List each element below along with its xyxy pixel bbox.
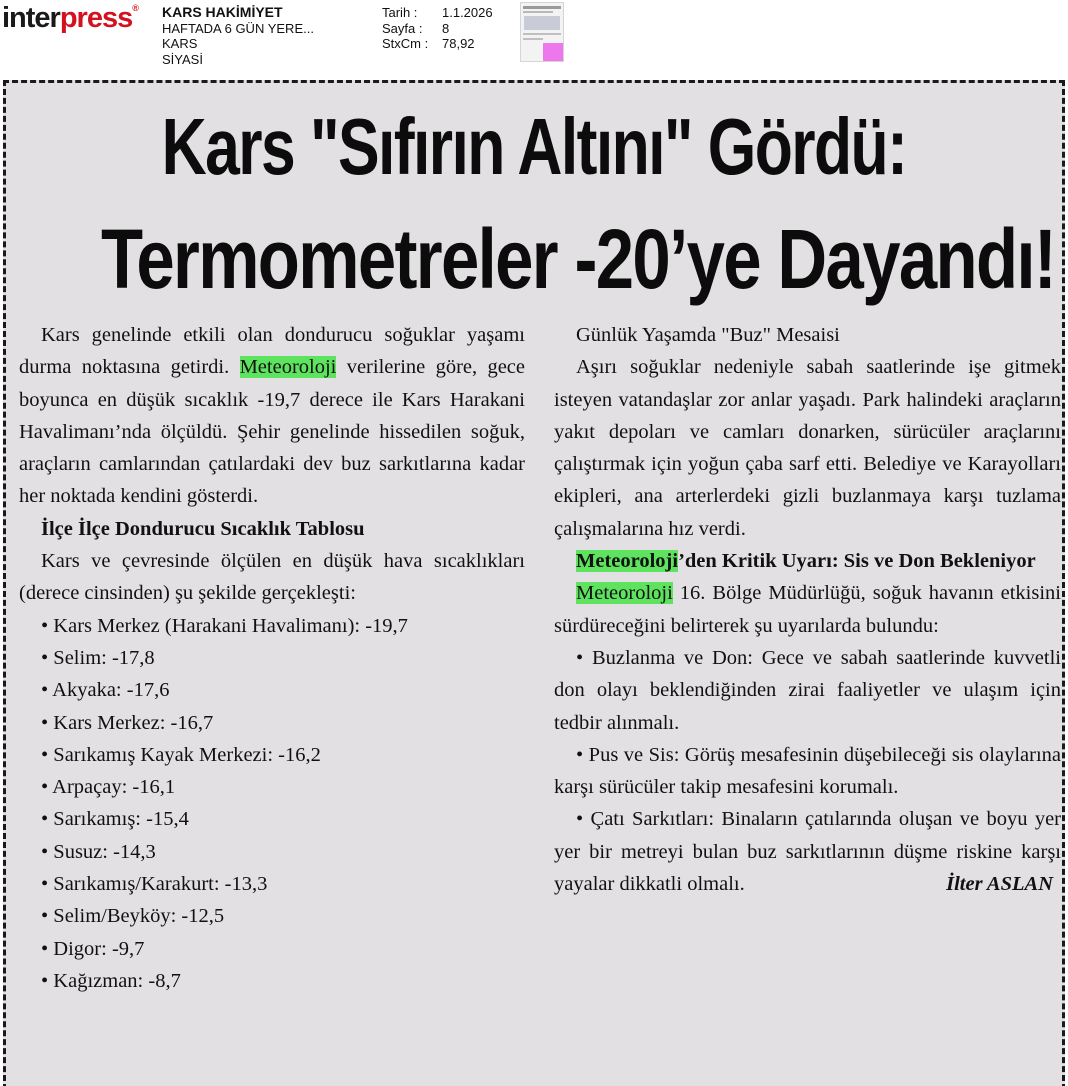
article-paragraph: Kars ve çevresinde ölçülen en düşük hava sıcaklıkları (derece cinsinden) şu şekilde gerçekleşti: bbox=[19, 550, 525, 605]
temperature-list-item: • Kars Merkez: -16,7 bbox=[41, 711, 214, 734]
warning-list-item bbox=[554, 803, 1061, 900]
temperature-list-item: • Susuz: -14,3 bbox=[41, 840, 156, 863]
meta-stxcm-value: 78,92 bbox=[442, 36, 475, 51]
meta-stxcm-label: StxCm : bbox=[382, 36, 429, 51]
meta-stxcm bbox=[382, 36, 493, 52]
article-column-left bbox=[19, 319, 525, 997]
temperature-list-item: • Selim/Beyköy: -12,5 bbox=[41, 905, 225, 928]
warning-list-item: • Pus ve Sis: Görüş mesafesinin düşebileceği sis olaylarına karşı sürücüler takip mesafesini korumalı. bbox=[554, 743, 1061, 799]
publication-info bbox=[162, 5, 314, 67]
paragraph-text: 16. Bölge Müdürlüğü, soğuk havanın etkisini sürdüreceğini belirterek şu uyarılarda bulundu: bbox=[554, 582, 1061, 637]
thumbnail-line bbox=[523, 11, 553, 13]
warning-list-item: • Buzlanma ve Don: Gece ve sabah saatlerinde kuvvetli don olayı beklendiğinden zirai faaliyetler ve ulaşım için tedbir alınmalı. bbox=[554, 646, 1061, 734]
temperature-list-item: • Selim: -17,8 bbox=[41, 646, 155, 669]
section-subheading: Günlük Yaşamda "Buz" Mesaisi bbox=[576, 324, 840, 346]
highlighted-keyword: Meteoroloji bbox=[576, 550, 679, 573]
logo-registered-mark: ® bbox=[132, 3, 138, 13]
meta-page bbox=[382, 21, 493, 37]
temperature-list-item: • Akyaka: -17,6 bbox=[41, 679, 170, 702]
article-column-right bbox=[554, 319, 1061, 900]
publication-city: KARS bbox=[162, 36, 198, 51]
thumbnail-line bbox=[523, 6, 561, 9]
news-clipping bbox=[3, 80, 1065, 1086]
meta-date-value: 1.1.2026 bbox=[442, 5, 493, 20]
meta-date bbox=[382, 5, 493, 21]
headline-line-2: Termometreler -20’ye Dayandı! bbox=[101, 212, 1056, 306]
interpress-logo bbox=[2, 4, 138, 33]
thumbnail-image-block bbox=[524, 16, 560, 30]
article-paragraph: Aşırı soğuklar nedeniyle sabah saatlerinde işe gitmek isteyen vatandaşlar zor anlar yaşadı. Park halindeki araçların yakıt depoları ve camları donarken, sürücüler araçlarını çalıştırmak için yoğun çaba sarf etti. Belediye ve Karayolları ekipleri, ana arterlerdeki gizli buzlanmaya karşı tuzlama çalışmalarına hız verdi. bbox=[554, 356, 1061, 540]
publication-category: SİYASİ bbox=[162, 51, 203, 67]
temperature-list-item: • Arpaçay: -16,1 bbox=[41, 776, 176, 799]
section-subheading bbox=[554, 545, 1061, 577]
headline-line-1: Kars "Sıfırın Altını" Gördü: bbox=[161, 102, 907, 191]
publication-name: KARS HAKİMİYET bbox=[162, 4, 283, 20]
page-thumbnail[interactable] bbox=[520, 2, 564, 62]
temperature-list-item: • Digor: -9,7 bbox=[41, 937, 145, 960]
thumbnail-clip-marker bbox=[543, 43, 563, 61]
paragraph-text: verilerine göre, gece boyunca en düşük sıcaklık -19,7 derece ile Kars Harakani Havalimanı’nda ölçüldü. Şehir genelinde hissedilen soğuk, araçların camlarından çatılardaki dev buz sarkıtlarına kadar her noktada kendini gösterdi. bbox=[19, 356, 526, 508]
meta-date-label: Tarih : bbox=[382, 5, 418, 20]
temperature-list-item: • Kars Merkez (Harakani Havalimanı): -19,7 bbox=[41, 614, 408, 637]
author-byline: İlter ASLAN bbox=[946, 873, 1053, 896]
warning-text: • Çatı Sarkıtları: Binaların çatılarında oluşan ve boyu yer yer bir metreyi bulan buz sarkıtlarının düşme riskine karşı yayalar dikkatli olmalı. bbox=[554, 808, 1061, 896]
thumbnail-line bbox=[523, 33, 561, 35]
meta-page-value: 8 bbox=[442, 20, 450, 36]
logo-text-press: press bbox=[59, 2, 133, 34]
meta-page-label: Sayfa : bbox=[382, 20, 423, 36]
section-subheading: İlçe İlçe Dondurucu Sıcaklık Tablosu bbox=[41, 517, 365, 540]
paragraph-text: Kars genelinde etkili olan dondurucu soğuklar yaşamı durma noktasına getirdi. bbox=[19, 324, 525, 379]
subheading-text: ’den Kritik Uyarı: Sis ve Don Bekleniyor bbox=[678, 550, 1036, 573]
clip-metadata bbox=[382, 5, 493, 52]
temperature-list-item: • Kağızman: -8,7 bbox=[41, 969, 181, 992]
temperature-list-item: • Sarıkamış: -15,4 bbox=[41, 808, 189, 831]
publication-frequency: HAFTADA 6 GÜN YERE... bbox=[162, 20, 314, 36]
temperature-list-item: • Sarıkamış Kayak Merkezi: -16,2 bbox=[41, 743, 321, 766]
article-paragraph bbox=[554, 577, 1061, 642]
temperature-list-item: • Sarıkamış/Karakurt: -13,3 bbox=[41, 873, 268, 896]
highlighted-keyword: Meteoroloji bbox=[576, 582, 673, 605]
highlighted-keyword: Meteoroloji bbox=[239, 356, 337, 379]
article-paragraph bbox=[19, 319, 525, 513]
thumbnail-line bbox=[523, 38, 543, 40]
logo-text-inter: inter bbox=[2, 2, 60, 34]
